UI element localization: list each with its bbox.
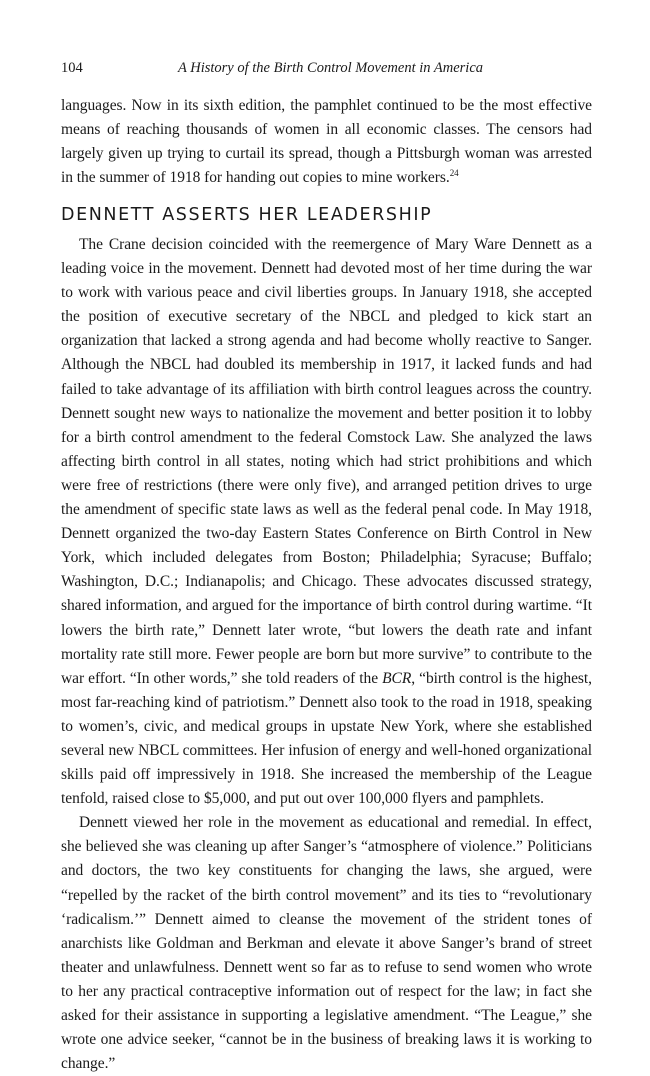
paragraph-text: The Crane decision coincided with the reemergence of Mary Ware Dennett as a leading voice in the movement. Dennett had devoted most of her time during the war to work with various peace and civil liberties groups. In January 1918, she accepted the position of executive secretary of the NBCL and pledged to kick start an organization that lacked a strong agenda and had become wholly reactive to Sanger. Although the NBCL had doubled its membership in 1917, it lacked funds and had failed to take advantage of its affiliation with birth control leagues across the country. Dennett sought new ways to nationalize the movement and better position it to lobby for a birth control amendment to the federal Comstock Law. She analyzed the laws affecting birth control in all states, noting which had strict prohibitions and which were free of restrictions (there were only five), and arranged petition drives to urge the amendment of specific state laws as well as the federal penal code. In May 1918, Dennett organized the two-day Eastern States Conference on Birth Control in New York, which included delegates from Boston; Philadelphia; Syracuse; Buffalo; Washington, D.C.; Indianapolis; and Chicago. These advocates discussed strategy, shared information, and argued for the importance of birth control during wartime. “It lowers the birth rate,” Dennett later wrote, “but lowers the death rate and infant mortality rate still more. Fewer people are born but more survive” to contribute to the war effort. “In other words,” she told readers of the xyxy=(61,236,592,687)
opening-paragraph-text: languages. Now in its sixth edition, the pamphlet continued to be the most effective means of reaching thousands of women in all economic classes. The censors had largely given up trying to curtail its spread, though a Pittsburgh woman was arrested in the summer of 1918 for handing out copies to mine workers. xyxy=(61,97,592,187)
paragraph-dennett-role xyxy=(61,811,592,1076)
paragraph-text: Dennett viewed her role in the movement as educational and remedial. In effect, she believed she was cleaning up after Sanger’s “atmosphere of violence.” Politicians and doctors, the two key constituents for changing the laws, she argued, were “repelled by the racket of the birth control movement” and its ties to “revolutionary ‘radicalism.’” Dennett aimed to cleanse the movement of the strident tones of anarchists like Goldman and Berkman and elevate it above Sanger’s brand of street theater and unlawfulness. Dennett went so far as to refuse to send women who wrote to her any practical contraceptive information out of respect for the law; in fact she asked for their assistance in supporting a legislative amendment. “The League,” she wrote one advice seeker, “cannot be in the business of breaking laws it is working to change.” xyxy=(61,814,592,1073)
book-page xyxy=(61,0,592,1073)
page-number: 104 xyxy=(61,60,83,76)
section-body xyxy=(61,233,592,1076)
paragraph-text-continued: , “birth control is the highest, most far-reaching kind of patriotism.” Dennett also took to the road in 1918, speaking to women’s, civic, and medical groups in upstate New York, where she established several new NBCL committees. Her infusion of energy and well-honed organizational skills paid off impressively in 1918. She increased the membership of the League tenfold, raised close to $5,000, and put out over 100,000 flyers and pamphlets. xyxy=(61,669,592,808)
running-head xyxy=(61,58,592,78)
bcr-title: BCR xyxy=(382,669,412,687)
paragraph-crane-decision xyxy=(61,233,592,811)
footnote-reference[interactable]: 24 xyxy=(449,168,459,179)
running-title: A History of the Birth Control Movement in America xyxy=(178,60,484,76)
opening-paragraph-block xyxy=(61,94,592,190)
section-heading: DENNETT ASSERTS HER LEADERSHIP xyxy=(61,205,433,225)
opening-paragraph xyxy=(61,94,592,190)
